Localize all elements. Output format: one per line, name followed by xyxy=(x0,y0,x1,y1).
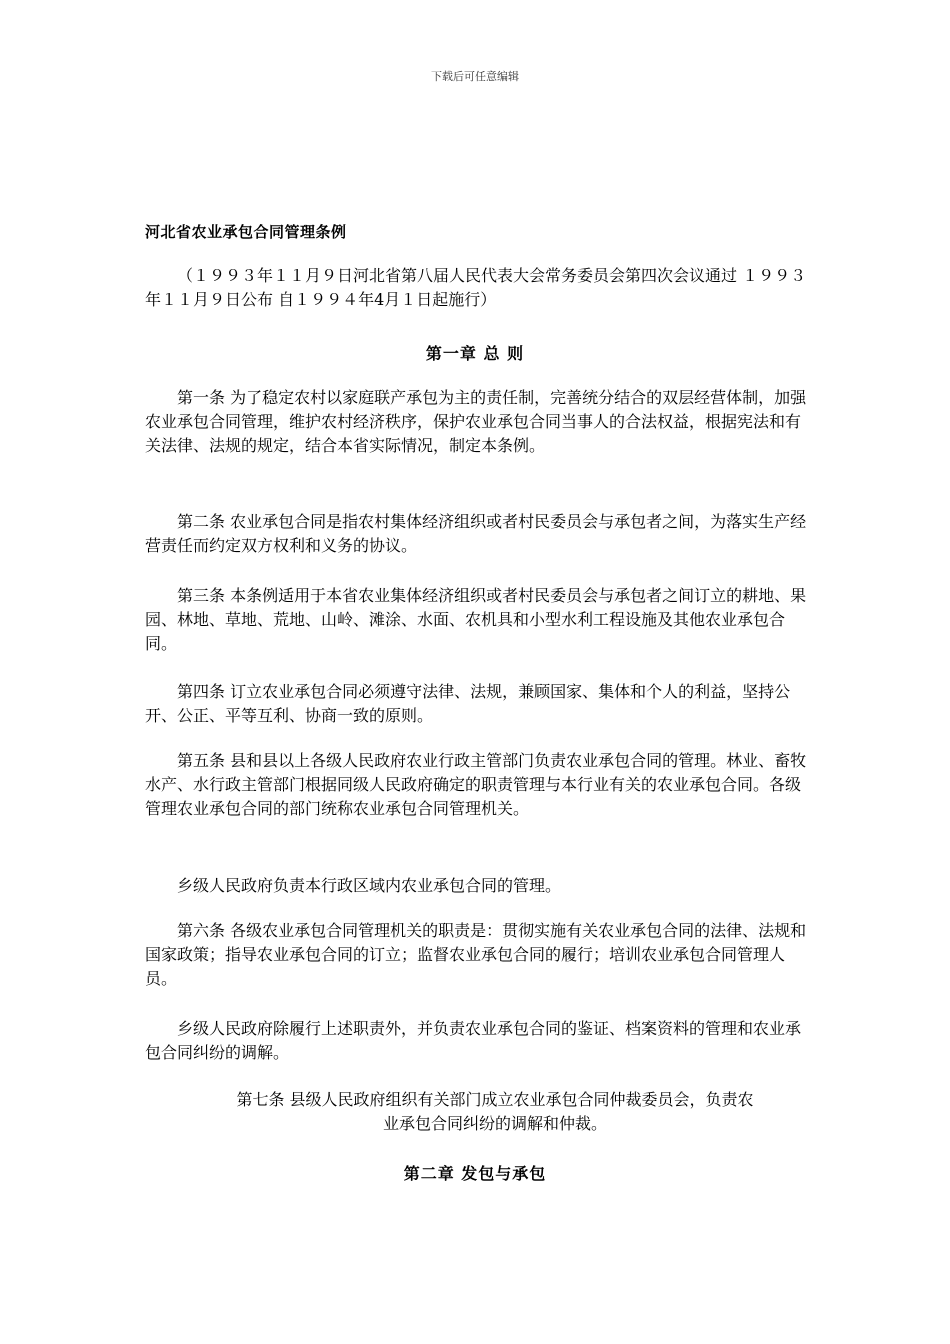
article-6: 第六条 各级农业承包合同管理机关的职责是：贯彻实施有关农业承包合同的法律、法规和国家政策；指导农业承包合同的订立；监督农业承包合同的履行；培训农业承包合同管理人员。 xyxy=(145,921,807,988)
article-5: 第五条 县和县以上各级人民政府农业行政主管部门负责农业承包合同的管理。林业、畜牧水产、水行政主管部门根据同级人民政府确定的职责管理与本行业有关的农业承包合同。各级管理农业承包合同的部门统称农业承包合同管理机关。 xyxy=(145,751,807,818)
article-7-line-1: 第七条 县级人民政府组织有关部门成立农业承包合同仲裁委员会，负责农 xyxy=(236,1090,754,1109)
document-title: 河北省农业承包合同管理条例 xyxy=(145,223,347,241)
document-subtitle: （１９９３年１１月９日河北省第八届人民代表大会常务委员会第四次会议通过 １９９３年１１月９日公布 自１９９４年4月１日起施行） xyxy=(145,266,807,309)
chapter-heading-1: 第一章 总 则 xyxy=(425,344,525,363)
header-note: 下载后可任意编辑 xyxy=(431,70,519,83)
article-4: 第四条 订立农业承包合同必须遵守法律、法规，兼顾国家、集体和个人的利益，坚持公开、公正、平等互利、协商一致的原则。 xyxy=(145,682,791,725)
article-6-paragraph-2: 乡级人民政府除履行上述职责外，并负责农业承包合同的鉴证、档案资料的管理和农业承包合同纠纷的调解。 xyxy=(145,1019,802,1062)
article-5-paragraph-2: 乡级人民政府负责本行政区域内农业承包合同的管理。 xyxy=(177,876,562,895)
article-1: 第一条 为了稳定农村以家庭联产承包为主的责任制，完善统分结合的双层经营体制，加强农业承包合同管理，维护农村经济秩序，保护农业承包合同当事人的合法权益，根据宪法和有关法律、法规的规定，结合本省实际情况，制定本条例。 xyxy=(145,388,807,455)
article-7 xyxy=(175,1088,815,1136)
article-7-line-2: 业承包合同纠纷的调解和仲裁。 xyxy=(382,1114,607,1133)
article-2: 第二条 农业承包合同是指农村集体经济组织或者村民委员会与承包者之间，为落实生产经营责任而约定双方权利和义务的协议。 xyxy=(145,512,807,555)
chapter-heading-2: 第二章 发包与承包 xyxy=(403,1164,547,1183)
article-3: 第三条 本条例适用于本省农业集体经济组织或者村民委员会与承包者之间订立的耕地、果园、林地、草地、荒地、山岭、滩涂、水面、农机具和小型水利工程设施及其他农业承包合同。 xyxy=(145,586,807,653)
